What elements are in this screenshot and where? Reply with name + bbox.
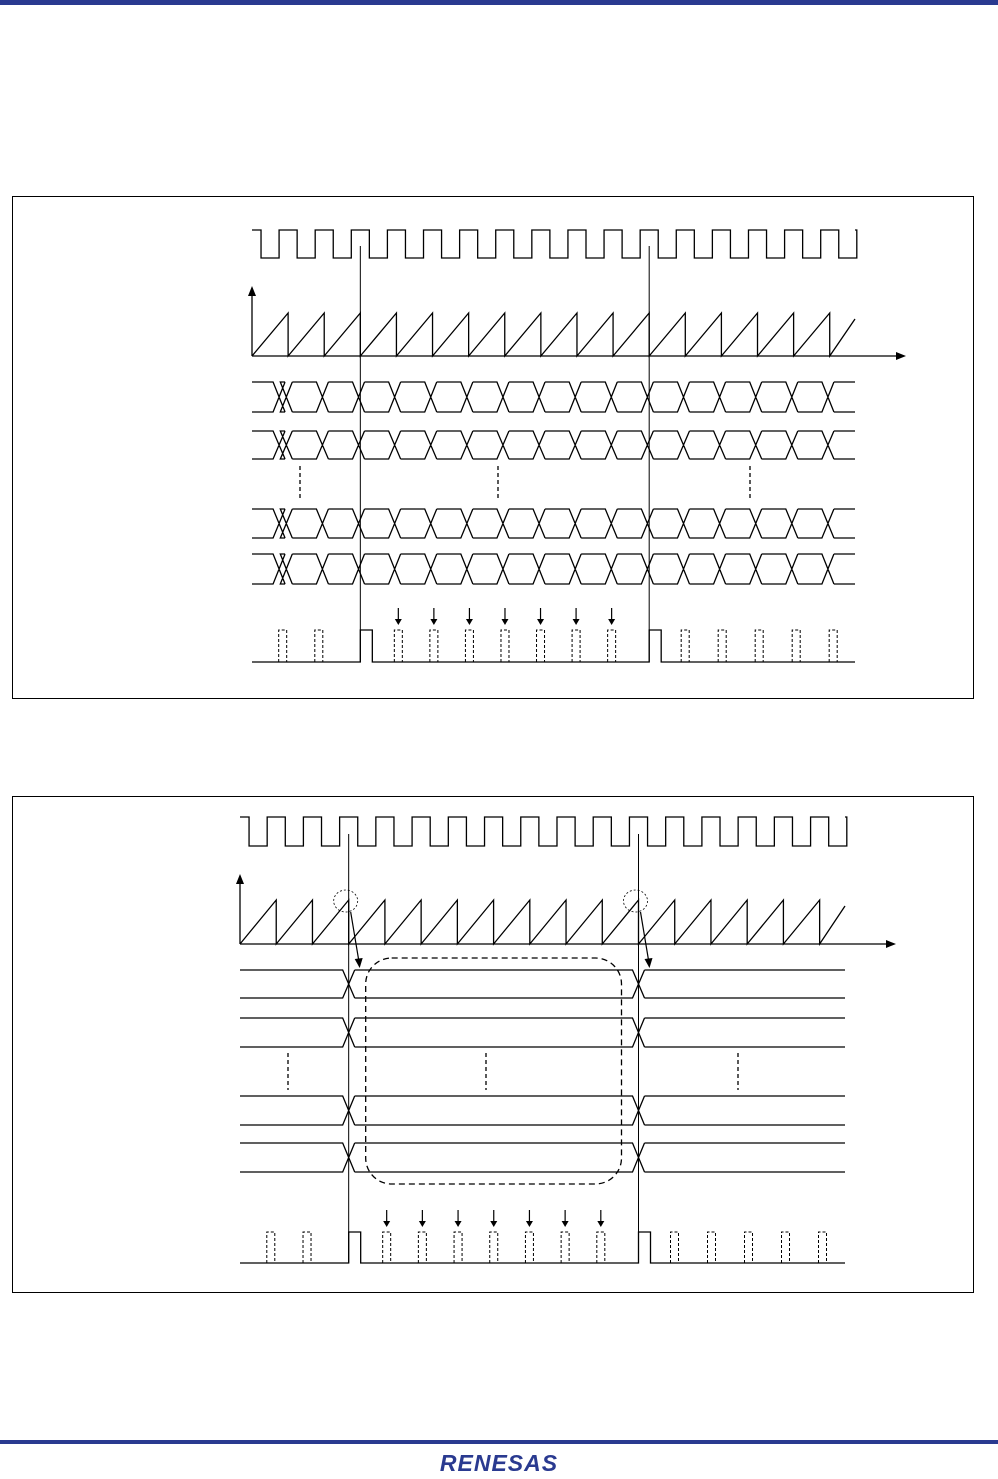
down-arrowhead-1-4 [501, 619, 508, 625]
ghost-pulse-2-3 [383, 1232, 391, 1263]
ghost-pulse-1-8 [572, 630, 580, 662]
renesas-logo [0, 1450, 998, 1477]
data-bus-1-2 [252, 431, 855, 459]
ghost-pulse-1-6 [501, 630, 509, 662]
down-arrowhead-2-5 [526, 1221, 533, 1227]
counter-sawtooth-1 [252, 313, 855, 356]
ghost-pulse-1-2 [315, 630, 323, 662]
down-arrowhead-1-7 [608, 619, 615, 625]
data-bus-2-3 [240, 1096, 845, 1125]
logo-text: RENESAS [439, 1450, 559, 1476]
ghost-pulse-2-9 [597, 1232, 605, 1263]
data-bus-2-2 [240, 1018, 845, 1047]
data-bus-1-1 [252, 382, 855, 412]
ghost-pulse-1-14 [829, 630, 837, 662]
ghost-pulse-2-7 [525, 1232, 533, 1263]
data-bus-1-3 [252, 509, 855, 538]
down-arrowhead-2-7 [597, 1221, 604, 1227]
overflow-circle-1 [334, 890, 358, 912]
ghost-pulse-1-13 [792, 630, 800, 662]
clock-waveform-2 [240, 817, 847, 846]
time-axis-arrowhead-2 [886, 940, 896, 948]
value-axis-arrowhead-2 [236, 874, 244, 884]
down-arrowhead-2-2 [419, 1221, 426, 1227]
pulse-output-1 [252, 630, 855, 662]
ghost-pulse-1-5 [465, 630, 473, 662]
data-bus-2-1 [240, 970, 845, 998]
down-arrowhead-2-1 [383, 1221, 390, 1227]
ghost-pulse-2-10 [671, 1232, 679, 1263]
overflow-pointer-head-2 [645, 958, 653, 968]
ghost-pulse-2-5 [454, 1232, 462, 1263]
time-axis-arrowhead-1 [896, 352, 906, 360]
ghost-pulse-2-4 [418, 1232, 426, 1263]
overflow-pointer-1 [351, 912, 359, 960]
ghost-pulse-1-7 [537, 630, 545, 662]
ghost-pulse-2-13 [782, 1232, 790, 1263]
overflow-pointer-head-1 [355, 958, 363, 968]
ghost-pulse-1-10 [681, 630, 689, 662]
down-arrowhead-2-4 [490, 1221, 497, 1227]
overflow-pointer-2 [641, 912, 649, 960]
pulse-output-2 [240, 1232, 845, 1263]
down-arrowhead-2-3 [455, 1221, 462, 1227]
ghost-pulse-2-11 [708, 1232, 716, 1263]
down-arrowhead-1-3 [466, 619, 473, 625]
counter-sawtooth-2 [240, 900, 845, 944]
data-bus-2-4 [240, 1143, 845, 1172]
ghost-pulse-1-4 [430, 630, 438, 662]
down-arrowhead-1-5 [537, 619, 544, 625]
value-axis-arrowhead-1 [248, 286, 256, 296]
ghost-pulse-2-12 [745, 1232, 753, 1263]
overflow-circle-2 [624, 890, 648, 912]
down-arrowhead-1-6 [573, 619, 580, 625]
ghost-pulse-2-2 [303, 1232, 311, 1263]
data-bus-1-4 [252, 554, 855, 584]
clock-waveform-1 [252, 230, 857, 258]
ghost-pulse-1-3 [394, 630, 402, 662]
down-arrowhead-2-6 [562, 1221, 569, 1227]
ghost-pulse-1-1 [279, 630, 287, 662]
ghost-pulse-1-11 [718, 630, 726, 662]
ghost-pulse-1-12 [755, 630, 763, 662]
down-arrowhead-1-2 [430, 619, 437, 625]
ghost-pulse-2-8 [561, 1232, 569, 1263]
down-arrowhead-1-1 [395, 619, 402, 625]
ghost-pulse-2-6 [490, 1232, 498, 1263]
ghost-pulse-1-9 [608, 630, 616, 662]
held-data-region [366, 958, 622, 1184]
ghost-pulse-2-14 [819, 1232, 827, 1263]
footer-rule [0, 1440, 998, 1444]
ghost-pulse-2-1 [267, 1232, 275, 1263]
